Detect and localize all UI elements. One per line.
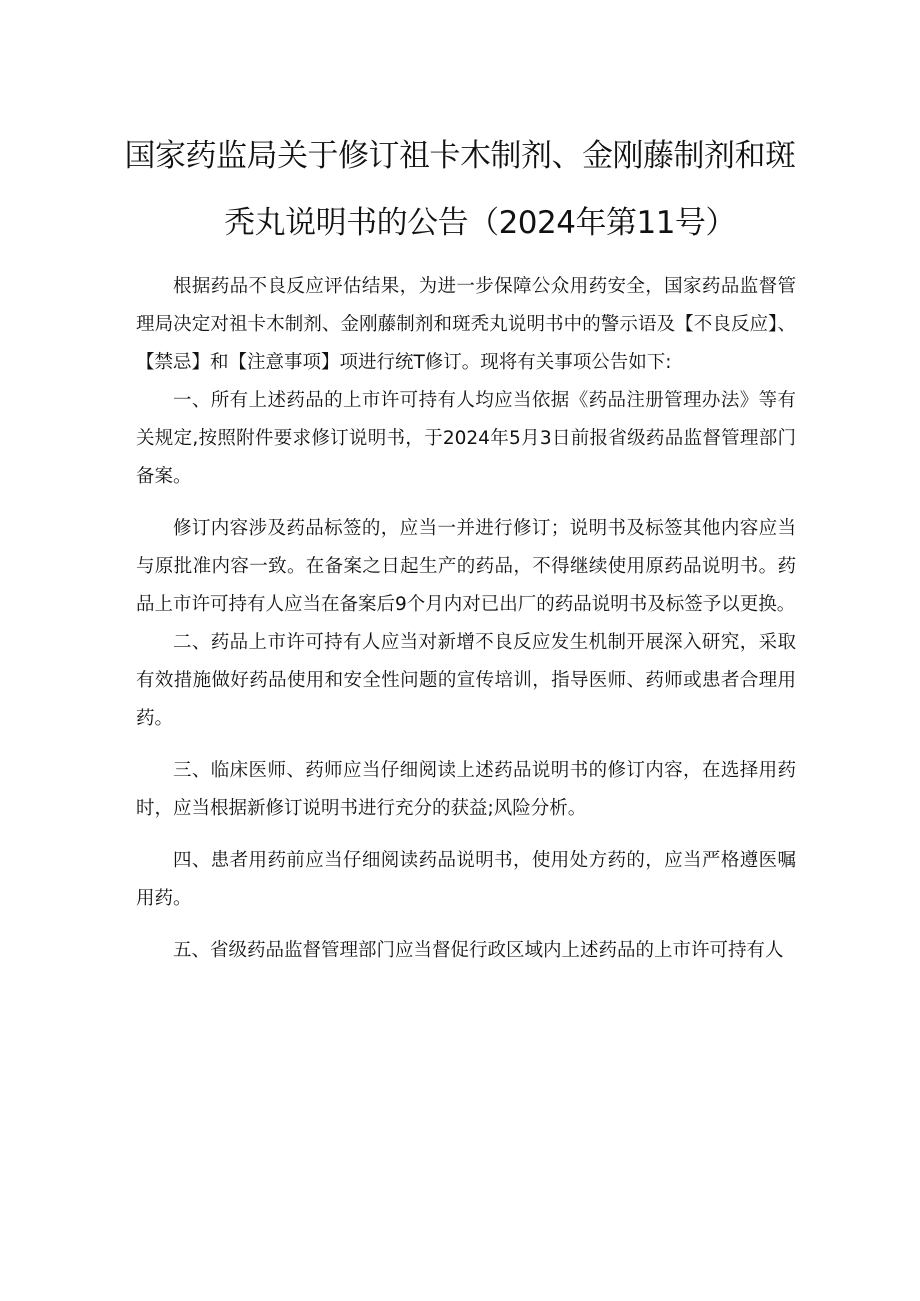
paragraph-item-2: 二、药品上市许可持有人应当对新增不良反应发生机制开展深入研究，采取有效措施做好药品使用和安全性问题的宣传培训，指导医师、药师或患者合理用药。 [136,632,796,729]
paragraph-item-1-continued: 修订内容涉及药品标签的，应当一并进行修订；说明书及标签其他内容应当与原批准内容一致。在备案之日起生产的药品，不得继续使用原药品说明书。药品上市许可持有人应当在备案后9个月内对已出厂的药品说明书及标签予以更换。 [136,518,796,615]
document-body [136,268,796,970]
document-title-line-1: 国家药监局关于修订祖卡木制剂、金刚藤制剂和斑 [124,138,796,174]
document-title-line-2: 秃丸说明书的公告（2024年第11号） [224,205,736,241]
paragraph-intro: 根据药品不良反应评估结果，为进一步保障公众用药安全，国家药品监督管理局决定对祖卡木制剂、金刚藤制剂和斑秃丸说明书中的警示语及【不良反应】、【禁忌】和【注意事项】项进行统T修订。现将有关事项公告如下: [136,276,796,373]
paragraph-item-4: 四、患者用药前应当仔细阅读药品说明书，使用处方药的，应当严格遵医嘱用药。 [136,850,796,909]
paragraph-item-3: 三、临床医师、药师应当仔细阅读上述药品说明书的修订内容，在选择用药时，应当根据新修订说明书进行充分的获益;风险分析。 [136,760,796,819]
paragraph-item-5: 五、省级药品监督管理部门应当督促行政区域内上述药品的上市许可持有人 [173,940,784,961]
paragraph-item-1: 一、所有上述药品的上市许可持有人均应当依据《药品注册管理办法》等有关规定,按照附件要求修订说明书，于2024年5月3日前报省级药品监督管理部门备案。 [136,390,796,487]
